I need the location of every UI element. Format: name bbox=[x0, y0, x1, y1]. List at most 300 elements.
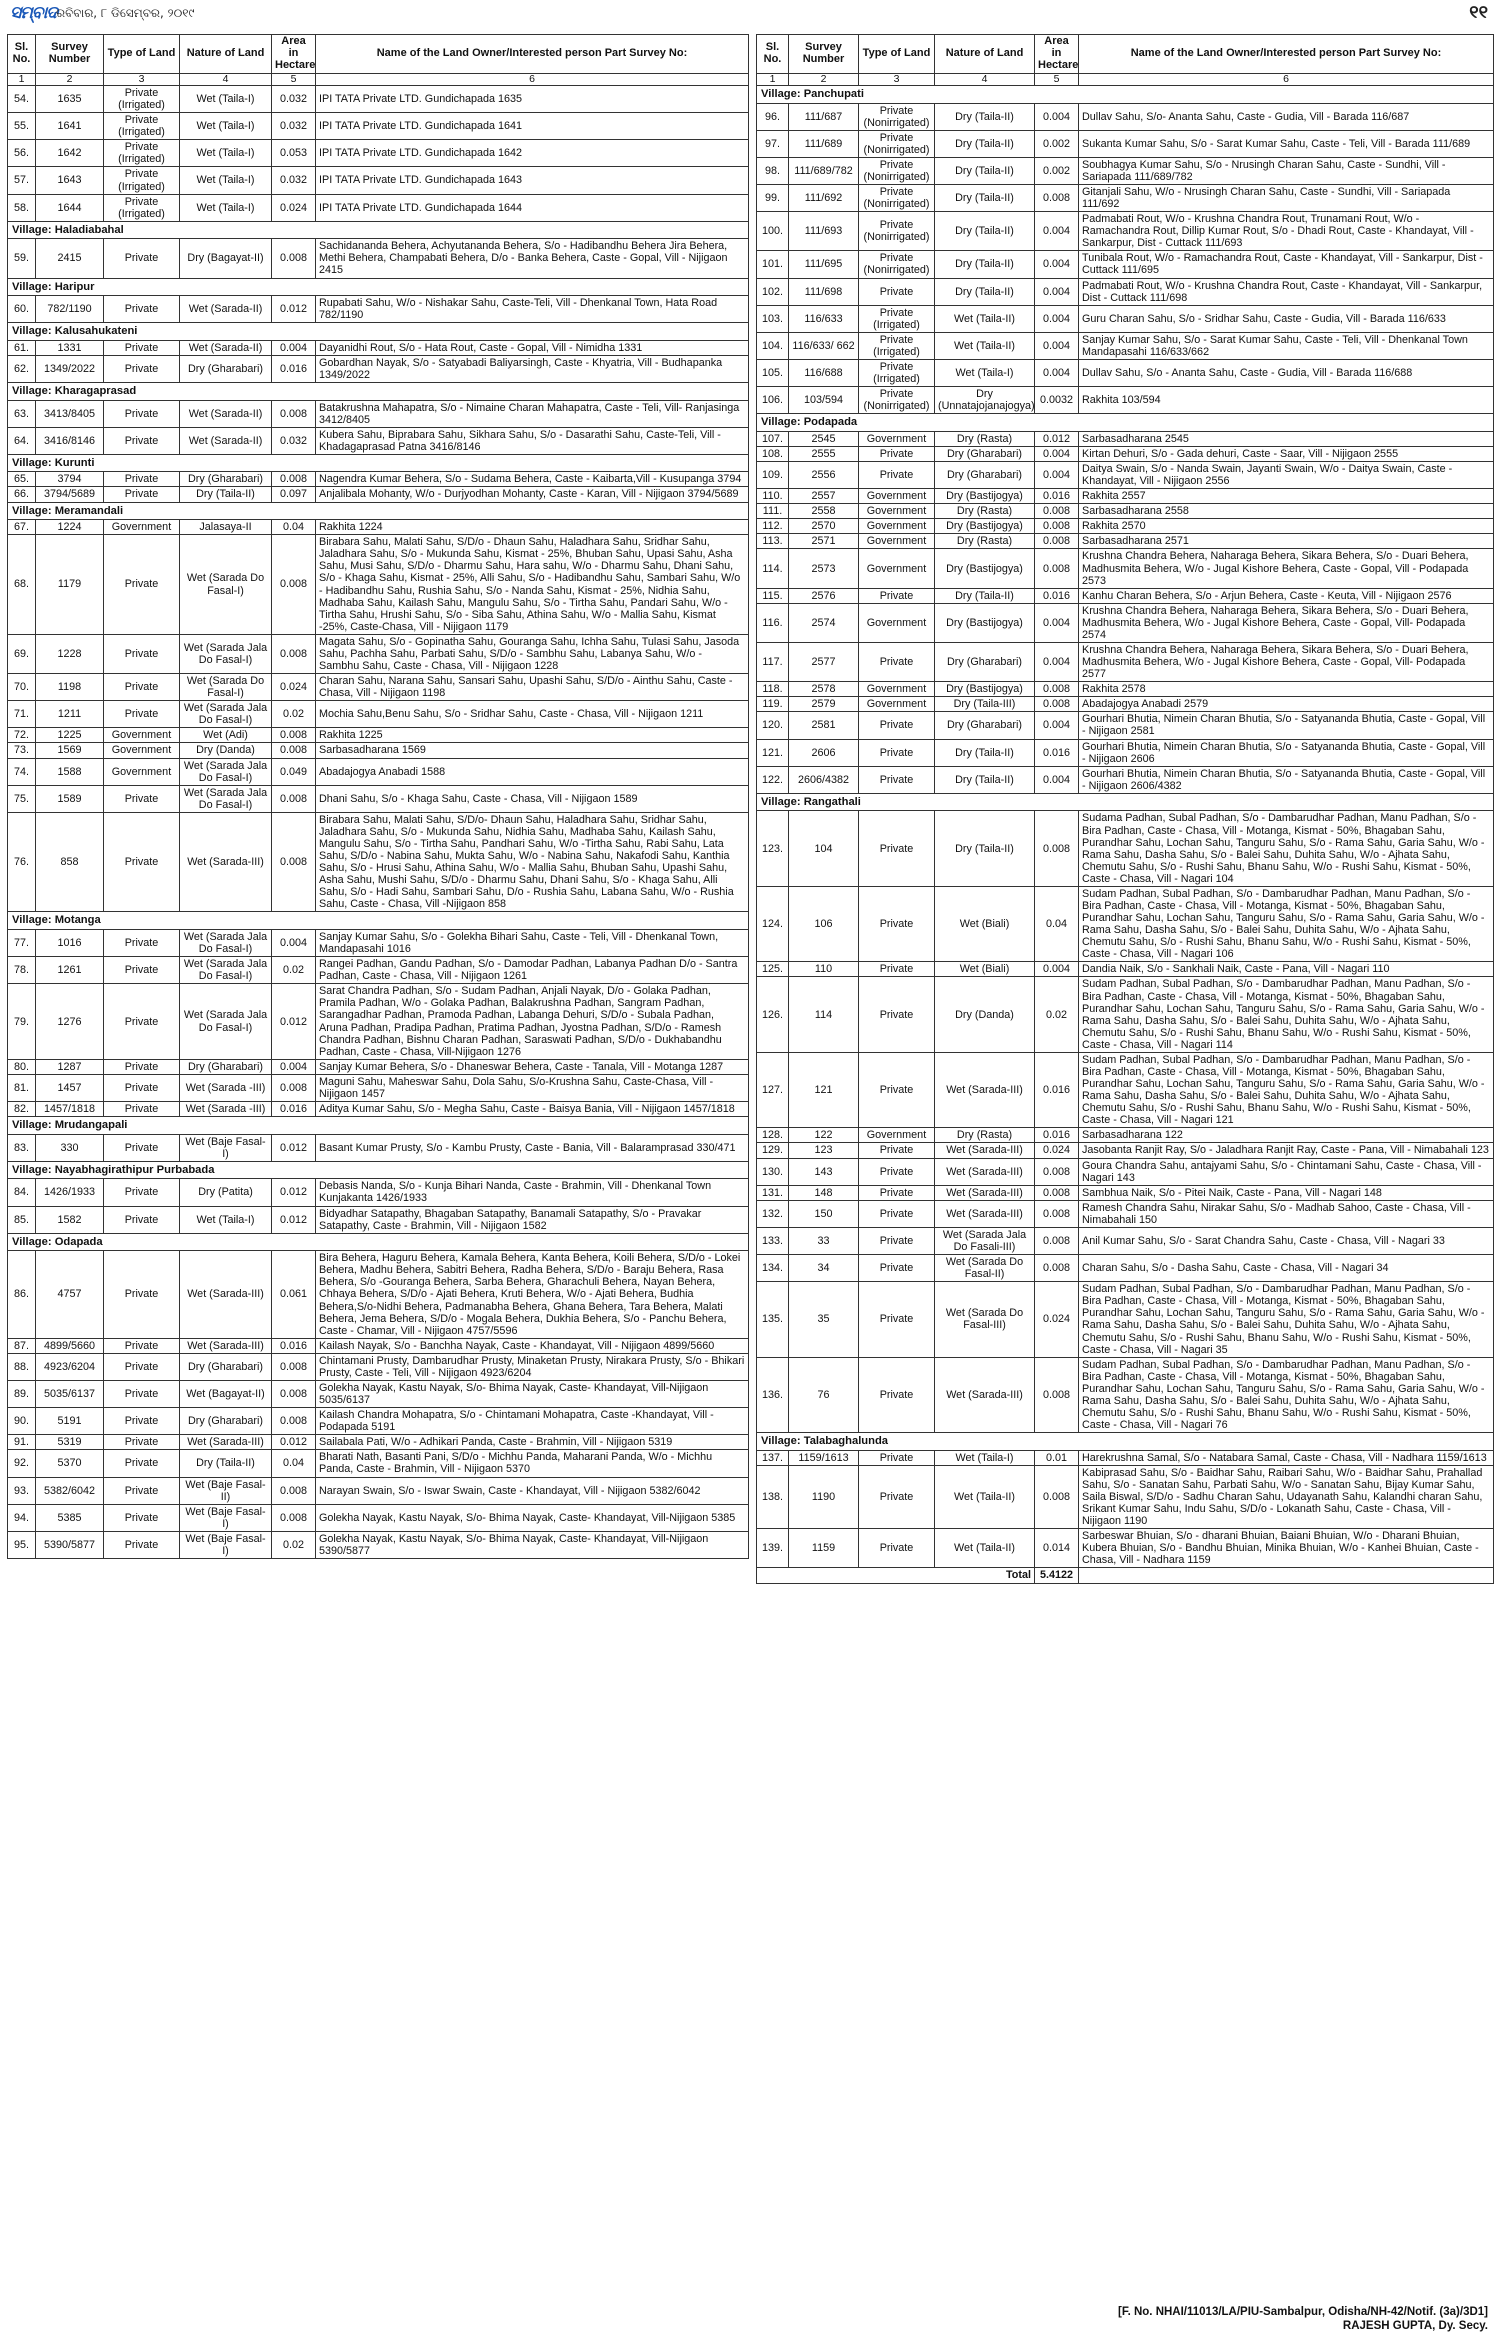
cell-land-type: Private bbox=[859, 1357, 935, 1432]
cell-land-nature: Wet (Taila-I) bbox=[180, 113, 272, 140]
cell-sl-no: 99. bbox=[757, 184, 789, 211]
cell-owner: Sambhua Naik, S/o - Pitei Naik, Caste - Pana, Vill - Nagari 148 bbox=[1079, 1185, 1494, 1200]
cell-survey-number: 1582 bbox=[36, 1206, 104, 1233]
cell-area: 0.008 bbox=[272, 1504, 316, 1531]
cell-land-nature: Wet (Sarada-III) bbox=[935, 1200, 1035, 1227]
cell-owner: Nagendra Kumar Behera, S/o - Sudama Behera, Caste - Kaibarta,Vill - Kusupanga 3794 bbox=[316, 472, 749, 487]
cell-area: 0.016 bbox=[1035, 739, 1079, 766]
table-row bbox=[757, 462, 1494, 489]
cell-sl-no: 126. bbox=[757, 977, 789, 1052]
cell-owner: Sudam Padhan, Subal Padhan, S/o - Dambarudhar Padhan, Manu Padhan, S/o - Bira Padhan, Caste - Chasa, Vill - Motanga, Kismat - 50%, Bhagaban Sahu, Purandhar Sahu, Lochan Sahu, Tanguru Sahu, S/o - Rama Sahu, Garia Sahu, W/o - Rama Sahu, Dasha Sahu, S/o - Balei Sahu, Duhita Sahu, W/o - Ajhata Sahu, Chemutu Sahu, S/o - Rushi Sahu, Bhanu Sahu, W/o - Rushi Sahu, Kismat - 50%, Caste - Chasa, Vill - Nagari 76 bbox=[1079, 1357, 1494, 1432]
cell-sl-no: 77. bbox=[8, 930, 36, 957]
cell-area: 0.008 bbox=[272, 1408, 316, 1435]
village-name: Village: Haladiabahal bbox=[8, 221, 749, 239]
cell-survey-number: 5390/5877 bbox=[36, 1531, 104, 1558]
cell-land-type: Private bbox=[859, 712, 935, 739]
cell-area: 0.008 bbox=[272, 472, 316, 487]
cell-area: 0.002 bbox=[1035, 130, 1079, 157]
header-row bbox=[757, 35, 1494, 74]
cell-land-nature: Dry (Unnatajojanajogya) bbox=[935, 387, 1035, 414]
cell-owner: Birabara Sahu, Malati Sahu, S/D/o- Dhaun Sahu, Haladhara Sahu, Sridhar Sahu, Jaladhara Sahu, S/o - Mukunda Sahu, Nidhia Sahu, Madhaba Sahu, Kailash Sahu, Mangulu Sahu, S/o - Tirtha Sahu, Pandhari Sahu, W/o -Tirtha Sahu, Rabi Sahu, Lata Sahu, S/D/o - Nabina Sahu, Mukta Sahu, W/o - Nabina Sahu, Nakafodi Sahu, Kanthia Sahu, S/o - Hrusi Sahu, Athina Sahu, W/o - Mallia Sahu, Bhuban Sahu, Upashi Sahu, Asha Sahu, Mushi Sahu, S/D/o - Dharmu Sahu, Dhani Sahu, S/o - Khaga Sahu, Alli Sahu, S/o - Hadi Sahu, Sambari Sahu, D/o - Rushia Sahu, Labana Sahu, W/o - Rushia Sahu, Caste - Chasa, Vill -Nijigaon 858 bbox=[316, 812, 749, 912]
cell-land-nature: Wet (Sarada Jala Do Fasal-I) bbox=[180, 758, 272, 785]
cell-land-type: Private (Irrigated) bbox=[104, 113, 180, 140]
cell-land-nature: Wet (Sarada-III) bbox=[935, 1143, 1035, 1158]
cell-land-nature: Wet (Sarada-II) bbox=[180, 427, 272, 454]
cell-sl-no: 104. bbox=[757, 332, 789, 359]
cell-sl-no: 136. bbox=[757, 1357, 789, 1432]
table-row bbox=[8, 984, 749, 1059]
cell-survey-number: 2574 bbox=[789, 603, 859, 642]
cell-sl-no: 103. bbox=[757, 305, 789, 332]
cell-sl-no: 100. bbox=[757, 212, 789, 251]
cell-sl-no: 95. bbox=[8, 1531, 36, 1558]
cell-sl-no: 129. bbox=[757, 1143, 789, 1158]
cell-owner: Sarbasadharana 2558 bbox=[1079, 504, 1494, 519]
cell-sl-no: 109. bbox=[757, 462, 789, 489]
cell-survey-number: 1159 bbox=[789, 1529, 859, 1568]
table-body-right bbox=[757, 85, 1494, 1567]
table-row bbox=[757, 1200, 1494, 1227]
table-row bbox=[8, 1450, 749, 1477]
table-row bbox=[757, 712, 1494, 739]
table-row bbox=[8, 140, 749, 167]
table-row bbox=[8, 1102, 749, 1117]
table-row bbox=[757, 1128, 1494, 1143]
cell-sl-no: 101. bbox=[757, 251, 789, 278]
village-name: Village: Haripur bbox=[8, 278, 749, 296]
cell-land-type: Private bbox=[859, 588, 935, 603]
table-row bbox=[8, 1353, 749, 1380]
cell-land-nature: Wet (Taila-I) bbox=[180, 1206, 272, 1233]
table-row bbox=[8, 1206, 749, 1233]
village-name: Village: Motanga bbox=[8, 912, 749, 930]
cell-sl-no: 133. bbox=[757, 1227, 789, 1254]
cell-land-type: Private (Nonirrigated) bbox=[859, 251, 935, 278]
cell-survey-number: 2570 bbox=[789, 519, 859, 534]
cell-owner: Anjalibala Mohanty, W/o - Durjyodhan Mohanty, Caste - Karan, Vill - Nijigaon 3794/5689 bbox=[316, 487, 749, 502]
cell-land-nature: Dry (Rasta) bbox=[935, 504, 1035, 519]
cell-land-type: Private (Irrigated) bbox=[859, 359, 935, 386]
cell-land-type: Private bbox=[104, 1353, 180, 1380]
col-number: 2 bbox=[789, 73, 859, 85]
cell-land-nature: Wet (Sarada-II) bbox=[180, 400, 272, 427]
cell-owner: Harekrushna Samal, S/o - Natabara Samal, Caste - Chasa, Vill - Nadhara 1159/1613 bbox=[1079, 1450, 1494, 1465]
cell-owner: Goura Chandra Sahu, antajyami Sahu, S/o - Chintamani Sahu, Caste - Chasa, Vill - Nagari 143 bbox=[1079, 1158, 1494, 1185]
cell-land-type: Private (Irrigated) bbox=[104, 85, 180, 112]
cell-land-type: Private (Nonirrigated) bbox=[859, 212, 935, 251]
cell-land-type: Private bbox=[859, 977, 935, 1052]
cell-owner: Sanjay Kumar Sahu, S/o - Golekha Bihari Sahu, Caste - Teli, Vill - Dhenkanal Town, Mandapasahi 1016 bbox=[316, 930, 749, 957]
cell-land-type: Private bbox=[104, 355, 180, 382]
cell-owner: Kirtan Dehuri, S/o - Gada dehuri, Caste - Saar, Vill - Nijigaon 2555 bbox=[1079, 446, 1494, 461]
cell-land-type: Government bbox=[104, 743, 180, 758]
header-number-row bbox=[8, 73, 749, 85]
cell-land-nature: Dry (Taila-II) bbox=[935, 811, 1035, 886]
cell-land-nature: Wet (Sarada Jala Do Fasali-III) bbox=[935, 1227, 1035, 1254]
village-heading-row bbox=[8, 1233, 749, 1251]
cell-owner: IPI TATA Private LTD. Gundichapada 1644 bbox=[316, 194, 749, 221]
table-row bbox=[8, 340, 749, 355]
table-row bbox=[757, 682, 1494, 697]
cell-land-type: Private (Nonirrigated) bbox=[859, 130, 935, 157]
cell-area: 0.016 bbox=[272, 1338, 316, 1353]
cell-area: 0.01 bbox=[1035, 1450, 1079, 1465]
cell-survey-number: 5191 bbox=[36, 1408, 104, 1435]
cell-sl-no: 75. bbox=[8, 785, 36, 812]
table-row bbox=[757, 1227, 1494, 1254]
cell-survey-number: 3413/8405 bbox=[36, 400, 104, 427]
cell-land-type: Private (Nonirrigated) bbox=[859, 103, 935, 130]
cell-area: 0.012 bbox=[272, 296, 316, 323]
table-row bbox=[757, 130, 1494, 157]
cell-sl-no: 72. bbox=[8, 728, 36, 743]
cell-land-nature: Dry (Gharabari) bbox=[935, 643, 1035, 682]
cell-land-nature: Dry (Bastijogya) bbox=[935, 682, 1035, 697]
cell-sl-no: 69. bbox=[8, 634, 36, 673]
cell-land-type: Private bbox=[104, 1531, 180, 1558]
cell-land-nature: Wet (Sarada-II) bbox=[180, 340, 272, 355]
cell-area: 0.004 bbox=[1035, 446, 1079, 461]
col-header-type: Type of Land bbox=[859, 35, 935, 74]
cell-owner: Krushna Chandra Behera, Naharaga Behera, Sikara Behera, S/o - Duari Behera, Madhusmita Behera, W/o - Jugal Kishore Behera, Caste - Gopal, Vill- Podapada 2577 bbox=[1079, 643, 1494, 682]
cell-land-type: Private bbox=[104, 1059, 180, 1074]
cell-land-nature: Dry (Taila-II) bbox=[935, 184, 1035, 211]
table-row bbox=[8, 355, 749, 382]
table-row bbox=[8, 785, 749, 812]
cell-sl-no: 54. bbox=[8, 85, 36, 112]
cell-land-nature: Dry (Taila-II) bbox=[935, 103, 1035, 130]
cell-land-type: Government bbox=[859, 534, 935, 549]
cell-survey-number: 111/692 bbox=[789, 184, 859, 211]
table-row bbox=[757, 886, 1494, 961]
cell-survey-number: 2579 bbox=[789, 697, 859, 712]
cell-sl-no: 137. bbox=[757, 1450, 789, 1465]
cell-land-type: Private bbox=[859, 1255, 935, 1282]
cell-survey-number: 3416/8146 bbox=[36, 427, 104, 454]
cell-sl-no: 60. bbox=[8, 296, 36, 323]
cell-owner: Gourhari Bhutia, Nimein Charan Bhutia, S/o - Satyananda Bhutia, Caste - Gopal, Vill - Nijigaon 2606/4382 bbox=[1079, 766, 1494, 793]
cell-land-nature: Wet (Taila-I) bbox=[935, 1450, 1035, 1465]
table-row bbox=[757, 446, 1494, 461]
cell-owner: Bharati Nath, Basanti Pani, S/D/o - Michhu Panda, Maharani Panda, W/o - Michhu Panda, Caste - Brahmin, Vill - Nijigaon 5370 bbox=[316, 1450, 749, 1477]
cell-owner: Abadajogya Anabadi 1588 bbox=[316, 758, 749, 785]
table-row bbox=[8, 400, 749, 427]
cell-land-nature: Wet (Sarada Jala Do Fasal-I) bbox=[180, 701, 272, 728]
cell-owner: Padmabati Rout, W/o - Krushna Chandra Rout, Trunamani Rout, W/o - Ramachandra Rout, Dillip Kumar Rout, S/o - Dhadi Rout, Caste - Khandayat, Vill - Sankarpur, Dist - Cuttack 111/693 bbox=[1079, 212, 1494, 251]
cell-sl-no: 94. bbox=[8, 1504, 36, 1531]
cell-owner: Chintamani Prusty, Dambarudhar Prusty, Minaketan Prusty, Nirakara Prusty, S/o - Bhikari Prusty, Caste - Teli, Vill - Nijigaon 4923/6204 bbox=[316, 1353, 749, 1380]
village-name: Village: Kalusahukateni bbox=[8, 323, 749, 341]
col-header-owner: Name of the Land Owner/Interested person Part Survey No: bbox=[1079, 35, 1494, 74]
cell-land-nature: Wet (Sarada Jala Do Fasal-I) bbox=[180, 785, 272, 812]
cell-land-nature: Wet (Biali) bbox=[935, 886, 1035, 961]
cell-area: 0.002 bbox=[1035, 157, 1079, 184]
cell-land-type: Private bbox=[104, 487, 180, 502]
table-row bbox=[757, 1529, 1494, 1568]
table-row bbox=[757, 332, 1494, 359]
cell-survey-number: 1225 bbox=[36, 728, 104, 743]
cell-survey-number: 123 bbox=[789, 1143, 859, 1158]
table-row bbox=[757, 1052, 1494, 1127]
cell-survey-number: 1276 bbox=[36, 984, 104, 1059]
cell-land-nature: Wet (Bagayat-II) bbox=[180, 1380, 272, 1407]
cell-owner: Kanhu Charan Behera, S/o - Arjun Behera, Caste - Keuta, Vill - Nijigaon 2576 bbox=[1079, 588, 1494, 603]
cell-sl-no: 120. bbox=[757, 712, 789, 739]
cell-sl-no: 83. bbox=[8, 1134, 36, 1161]
cell-land-type: Private bbox=[104, 1504, 180, 1531]
village-name: Village: Kharagaprasad bbox=[8, 383, 749, 401]
table-row bbox=[8, 167, 749, 194]
cell-owner: Charan Sahu, S/o - Dasha Sahu, Caste - Chasa, Vill - Nagari 34 bbox=[1079, 1255, 1494, 1282]
cell-land-nature: Wet (Sarada Do Fasal-II) bbox=[935, 1255, 1035, 1282]
cell-area: 0.024 bbox=[272, 674, 316, 701]
cell-land-type: Government bbox=[859, 519, 935, 534]
cell-land-nature: Dry (Rasta) bbox=[935, 431, 1035, 446]
cell-land-type: Private (Irrigated) bbox=[104, 194, 180, 221]
cell-area: 0.008 bbox=[1035, 534, 1079, 549]
cell-survey-number: 2606/4382 bbox=[789, 766, 859, 793]
cell-sl-no: 68. bbox=[8, 535, 36, 635]
cell-area: 0.008 bbox=[272, 785, 316, 812]
cell-land-nature: Wet (Taila-II) bbox=[935, 1465, 1035, 1528]
col-number: 5 bbox=[272, 73, 316, 85]
village-heading-row bbox=[8, 1161, 749, 1179]
village-heading-row bbox=[757, 1433, 1494, 1451]
table-row bbox=[8, 634, 749, 673]
cell-area: 0.008 bbox=[272, 728, 316, 743]
cell-sl-no: 91. bbox=[8, 1435, 36, 1450]
cell-land-nature: Wet (Sarada-III) bbox=[935, 1052, 1035, 1127]
notification-footer bbox=[1118, 2306, 1488, 2333]
col-number: 6 bbox=[1079, 73, 1494, 85]
cell-survey-number: 858 bbox=[36, 812, 104, 912]
cell-land-nature: Wet (Baje Fasal-I) bbox=[180, 1134, 272, 1161]
cell-land-type: Private bbox=[104, 930, 180, 957]
cell-land-type: Government bbox=[859, 549, 935, 588]
cell-survey-number: 5370 bbox=[36, 1450, 104, 1477]
cell-land-nature: Dry (Taila-II) bbox=[935, 130, 1035, 157]
cell-land-type: Private bbox=[104, 1206, 180, 1233]
cell-owner: Mochia Sahu,Benu Sahu, S/o - Sridhar Sahu, Caste - Chasa, Vill - Nijigaon 1211 bbox=[316, 701, 749, 728]
table-row bbox=[8, 85, 749, 112]
cell-land-nature: Dry (Gharabari) bbox=[180, 1353, 272, 1380]
cell-sl-no: 134. bbox=[757, 1255, 789, 1282]
cell-sl-no: 102. bbox=[757, 278, 789, 305]
village-name: Village: Odapada bbox=[8, 1233, 749, 1251]
cell-sl-no: 106. bbox=[757, 387, 789, 414]
cell-survey-number: 116/633/ 662 bbox=[789, 332, 859, 359]
cell-owner: Sailabala Pati, W/o - Adhikari Panda, Caste - Brahmin, Vill - Nijigaon 5319 bbox=[316, 1435, 749, 1450]
cell-area: 0.024 bbox=[272, 194, 316, 221]
cell-sl-no: 87. bbox=[8, 1338, 36, 1353]
cell-sl-no: 62. bbox=[8, 355, 36, 382]
cell-land-nature: Wet (Baje Fasal-II) bbox=[180, 1477, 272, 1504]
table-row bbox=[8, 728, 749, 743]
cell-sl-no: 55. bbox=[8, 113, 36, 140]
cell-area: 0.061 bbox=[272, 1251, 316, 1339]
cell-sl-no: 108. bbox=[757, 446, 789, 461]
cell-area: 0.032 bbox=[272, 427, 316, 454]
cell-owner: Sudam Padhan, Subal Padhan, S/o - Dambarudhar Padhan, Manu Padhan, S/o - Bira Padhan, Caste - Chasa, Vill - Motanga, Kismat - 50%, Bhagaban Sahu, Purandhar Sahu, Lochan Sahu, Tanguru Sahu, S/o - Rama Sahu, Garia Sahu, W/o - Rama Sahu, Dasha Sahu, S/o - Balei Sahu, Duhita Sahu, W/o - Ajhata Sahu, Chemutu Sahu, S/o - Rushi Sahu, Bhanu Sahu, W/o - Rushi Sahu, Kismat - 50%, Caste - Chasa, Vill - Nagari 114 bbox=[1079, 977, 1494, 1052]
cell-owner: Dayanidhi Rout, S/o - Hata Rout, Caste - Gopal, Vill - Nimidha 1331 bbox=[316, 340, 749, 355]
cell-land-type: Private bbox=[859, 1282, 935, 1357]
cell-area: 0.014 bbox=[1035, 1529, 1079, 1568]
cell-area: 0.008 bbox=[272, 400, 316, 427]
cell-area: 0.04 bbox=[1035, 886, 1079, 961]
col-number: 1 bbox=[8, 73, 36, 85]
cell-land-nature: Dry (Bastijogya) bbox=[935, 489, 1035, 504]
cell-survey-number: 1159/1613 bbox=[789, 1450, 859, 1465]
cell-sl-no: 86. bbox=[8, 1251, 36, 1339]
cell-owner: Sarbasadharana 2571 bbox=[1079, 534, 1494, 549]
cell-land-nature: Dry (Rasta) bbox=[935, 534, 1035, 549]
cell-land-nature: Wet (Taila-I) bbox=[180, 167, 272, 194]
land-table-left bbox=[7, 34, 749, 1559]
village-name: Village: Nayabhagirathipur Purbabada bbox=[8, 1161, 749, 1179]
cell-owner: Golekha Nayak, Kastu Nayak, S/o- Bhima Nayak, Caste- Khandayat, Vill-Nijigaon 5035/6137 bbox=[316, 1380, 749, 1407]
cell-land-type: Private (Nonirrigated) bbox=[859, 387, 935, 414]
cell-survey-number: 5385 bbox=[36, 1504, 104, 1531]
cell-sl-no: 117. bbox=[757, 643, 789, 682]
cell-area: 0.004 bbox=[1035, 603, 1079, 642]
table-row bbox=[757, 549, 1494, 588]
cell-area: 0.012 bbox=[272, 984, 316, 1059]
cell-land-type: Private bbox=[104, 1179, 180, 1206]
cell-sl-no: 56. bbox=[8, 140, 36, 167]
cell-survey-number: 2556 bbox=[789, 462, 859, 489]
col-number: 5 bbox=[1035, 73, 1079, 85]
cell-area: 0.016 bbox=[1035, 1128, 1079, 1143]
cell-owner: Rupabati Sahu, W/o - Nishakar Sahu, Caste-Teli, Vill - Dhenkanal Town, Hata Road 782/1190 bbox=[316, 296, 749, 323]
cell-owner: Charan Sahu, Narana Sahu, Sansari Sahu, Upashi Sahu, S/D/o - Ainthu Sahu, Caste - Chasa, Vill - Nijigaon 1198 bbox=[316, 674, 749, 701]
cell-area: 0.004 bbox=[1035, 962, 1079, 977]
cell-land-nature: Dry (Bastijogya) bbox=[935, 603, 1035, 642]
cell-survey-number: 2558 bbox=[789, 504, 859, 519]
cell-sl-no: 125. bbox=[757, 962, 789, 977]
cell-owner: Golekha Nayak, Kastu Nayak, S/o- Bhima Nayak, Caste- Khandayat, Vill-Nijigaon 5390/5877 bbox=[316, 1531, 749, 1558]
cell-survey-number: 4923/6204 bbox=[36, 1353, 104, 1380]
table-row bbox=[757, 431, 1494, 446]
table-row bbox=[8, 1251, 749, 1339]
cell-survey-number: 1457/1818 bbox=[36, 1102, 104, 1117]
cell-land-type: Private bbox=[859, 462, 935, 489]
cell-area: 0.008 bbox=[272, 1477, 316, 1504]
cell-land-nature: Wet (Taila-I) bbox=[180, 194, 272, 221]
cell-land-type: Private bbox=[104, 535, 180, 635]
cell-sl-no: 61. bbox=[8, 340, 36, 355]
cell-land-nature: Wet (Taila-I) bbox=[180, 140, 272, 167]
col-header-sl: Sl. No. bbox=[757, 35, 789, 74]
cell-land-nature: Dry (Taila-III) bbox=[935, 697, 1035, 712]
cell-owner: Rangei Padhan, Gandu Padhan, S/o - Damodar Padhan, Labanya Padhan D/o - Santra Padhan, Caste - Chasa, Vill - Nijigaon 1261 bbox=[316, 957, 749, 984]
cell-land-nature: Wet (Taila-I) bbox=[180, 85, 272, 112]
cell-survey-number: 2555 bbox=[789, 446, 859, 461]
cell-sl-no: 127. bbox=[757, 1052, 789, 1127]
cell-owner: IPI TATA Private LTD. Gundichapada 1635 bbox=[316, 85, 749, 112]
cell-survey-number: 111/693 bbox=[789, 212, 859, 251]
cell-owner: Rakhita 103/594 bbox=[1079, 387, 1494, 414]
table-row bbox=[8, 674, 749, 701]
table-row bbox=[757, 1465, 1494, 1528]
cell-sl-no: 67. bbox=[8, 520, 36, 535]
cell-area: 0.004 bbox=[272, 930, 316, 957]
cell-area: 0.004 bbox=[1035, 462, 1079, 489]
cell-survey-number: 330 bbox=[36, 1134, 104, 1161]
cell-land-nature: Dry (Bagayat-II) bbox=[180, 239, 272, 278]
village-heading-row bbox=[8, 221, 749, 239]
cell-sl-no: 81. bbox=[8, 1074, 36, 1101]
cell-owner: Dullav Sahu, S/o - Ananta Sahu, Caste - Gudia, Vill - Barada 116/688 bbox=[1079, 359, 1494, 386]
col-number: 4 bbox=[935, 73, 1035, 85]
village-heading-row bbox=[8, 323, 749, 341]
cell-land-nature: Dry (Taila-II) bbox=[935, 251, 1035, 278]
cell-land-type: Private bbox=[104, 400, 180, 427]
col-header-survey: Survey Number bbox=[36, 35, 104, 74]
cell-land-type: Government bbox=[104, 728, 180, 743]
cell-sl-no: 115. bbox=[757, 588, 789, 603]
cell-survey-number: 4757 bbox=[36, 1251, 104, 1339]
cell-sl-no: 78. bbox=[8, 957, 36, 984]
village-name: Village: Podapada bbox=[757, 414, 1494, 432]
village-heading-row bbox=[757, 414, 1494, 432]
cell-owner: Tunibala Rout, W/o - Ramachandra Rout, Caste - Khandayat, Vill - Sankarpur, Dist - Cuttack 111/695 bbox=[1079, 251, 1494, 278]
cell-survey-number: 2581 bbox=[789, 712, 859, 739]
col-header-area: Area in Hectare bbox=[1035, 35, 1079, 74]
village-name: Village: Kurunti bbox=[8, 454, 749, 472]
cell-area: 0.016 bbox=[272, 1102, 316, 1117]
cell-sl-no: 65. bbox=[8, 472, 36, 487]
cell-survey-number: 3794/5689 bbox=[36, 487, 104, 502]
cell-sl-no: 84. bbox=[8, 1179, 36, 1206]
village-heading-row bbox=[757, 793, 1494, 811]
cell-owner: Gourhari Bhutia, Nimein Charan Bhutia, S/o - Satyananda Bhutia, Caste - Gopal, Vill - Nijigaon 2581 bbox=[1079, 712, 1494, 739]
cell-sl-no: 90. bbox=[8, 1408, 36, 1435]
cell-owner: Kabiprasad Sahu, S/o - Baidhar Sahu, Raibari Sahu, W/o - Baidhar Sahu, Prahallad Sahu, S/o - Sanatan Sahu, Parbati Sahu, W/o - Sanatan Sahu, Bijay Kumar Sahu, Saila Biswal, S/D/o - Sadhu Charan Sahu, Udayanath Sahu, Kalandhi charan Sahu, Srikant Kumar Sahu, Indu Sahu, S/D/o - Lokanath Sahu, Caste - Chasa, Vill - Nijigaon 1190 bbox=[1079, 1465, 1494, 1528]
cell-owner: Sarbasadharana 1569 bbox=[316, 743, 749, 758]
table-row bbox=[8, 1477, 749, 1504]
cell-survey-number: 1224 bbox=[36, 520, 104, 535]
table-row bbox=[8, 1059, 749, 1074]
cell-survey-number: 143 bbox=[789, 1158, 859, 1185]
table-row bbox=[757, 1185, 1494, 1200]
cell-survey-number: 1569 bbox=[36, 743, 104, 758]
cell-land-type: Private (Irrigated) bbox=[859, 305, 935, 332]
cell-sl-no: 92. bbox=[8, 1450, 36, 1477]
cell-land-nature: Dry (Gharabari) bbox=[180, 1408, 272, 1435]
cell-land-nature: Dry (Gharabari) bbox=[935, 446, 1035, 461]
cell-survey-number: 1261 bbox=[36, 957, 104, 984]
cell-survey-number: 1016 bbox=[36, 930, 104, 957]
cell-survey-number: 1331 bbox=[36, 340, 104, 355]
cell-owner: Basant Kumar Prusty, S/o - Kambu Prusty, Caste - Bania, Vill - Balaramprasad 330/471 bbox=[316, 1134, 749, 1161]
cell-land-type: Private bbox=[104, 812, 180, 912]
cell-land-nature: Wet (Sarada-II) bbox=[180, 296, 272, 323]
cell-survey-number: 150 bbox=[789, 1200, 859, 1227]
cell-land-type: Private bbox=[104, 1408, 180, 1435]
cell-area: 0.008 bbox=[1035, 697, 1079, 712]
cell-land-type: Private bbox=[104, 427, 180, 454]
table-row bbox=[8, 1380, 749, 1407]
cell-land-type: Private (Irrigated) bbox=[104, 167, 180, 194]
col-number: 2 bbox=[36, 73, 104, 85]
table-row bbox=[757, 1282, 1494, 1357]
cell-land-nature: Wet (Taila-II) bbox=[935, 332, 1035, 359]
cell-area: 0.053 bbox=[272, 140, 316, 167]
table-row bbox=[757, 212, 1494, 251]
cell-sl-no: 58. bbox=[8, 194, 36, 221]
table-row bbox=[8, 427, 749, 454]
cell-survey-number: 111/695 bbox=[789, 251, 859, 278]
